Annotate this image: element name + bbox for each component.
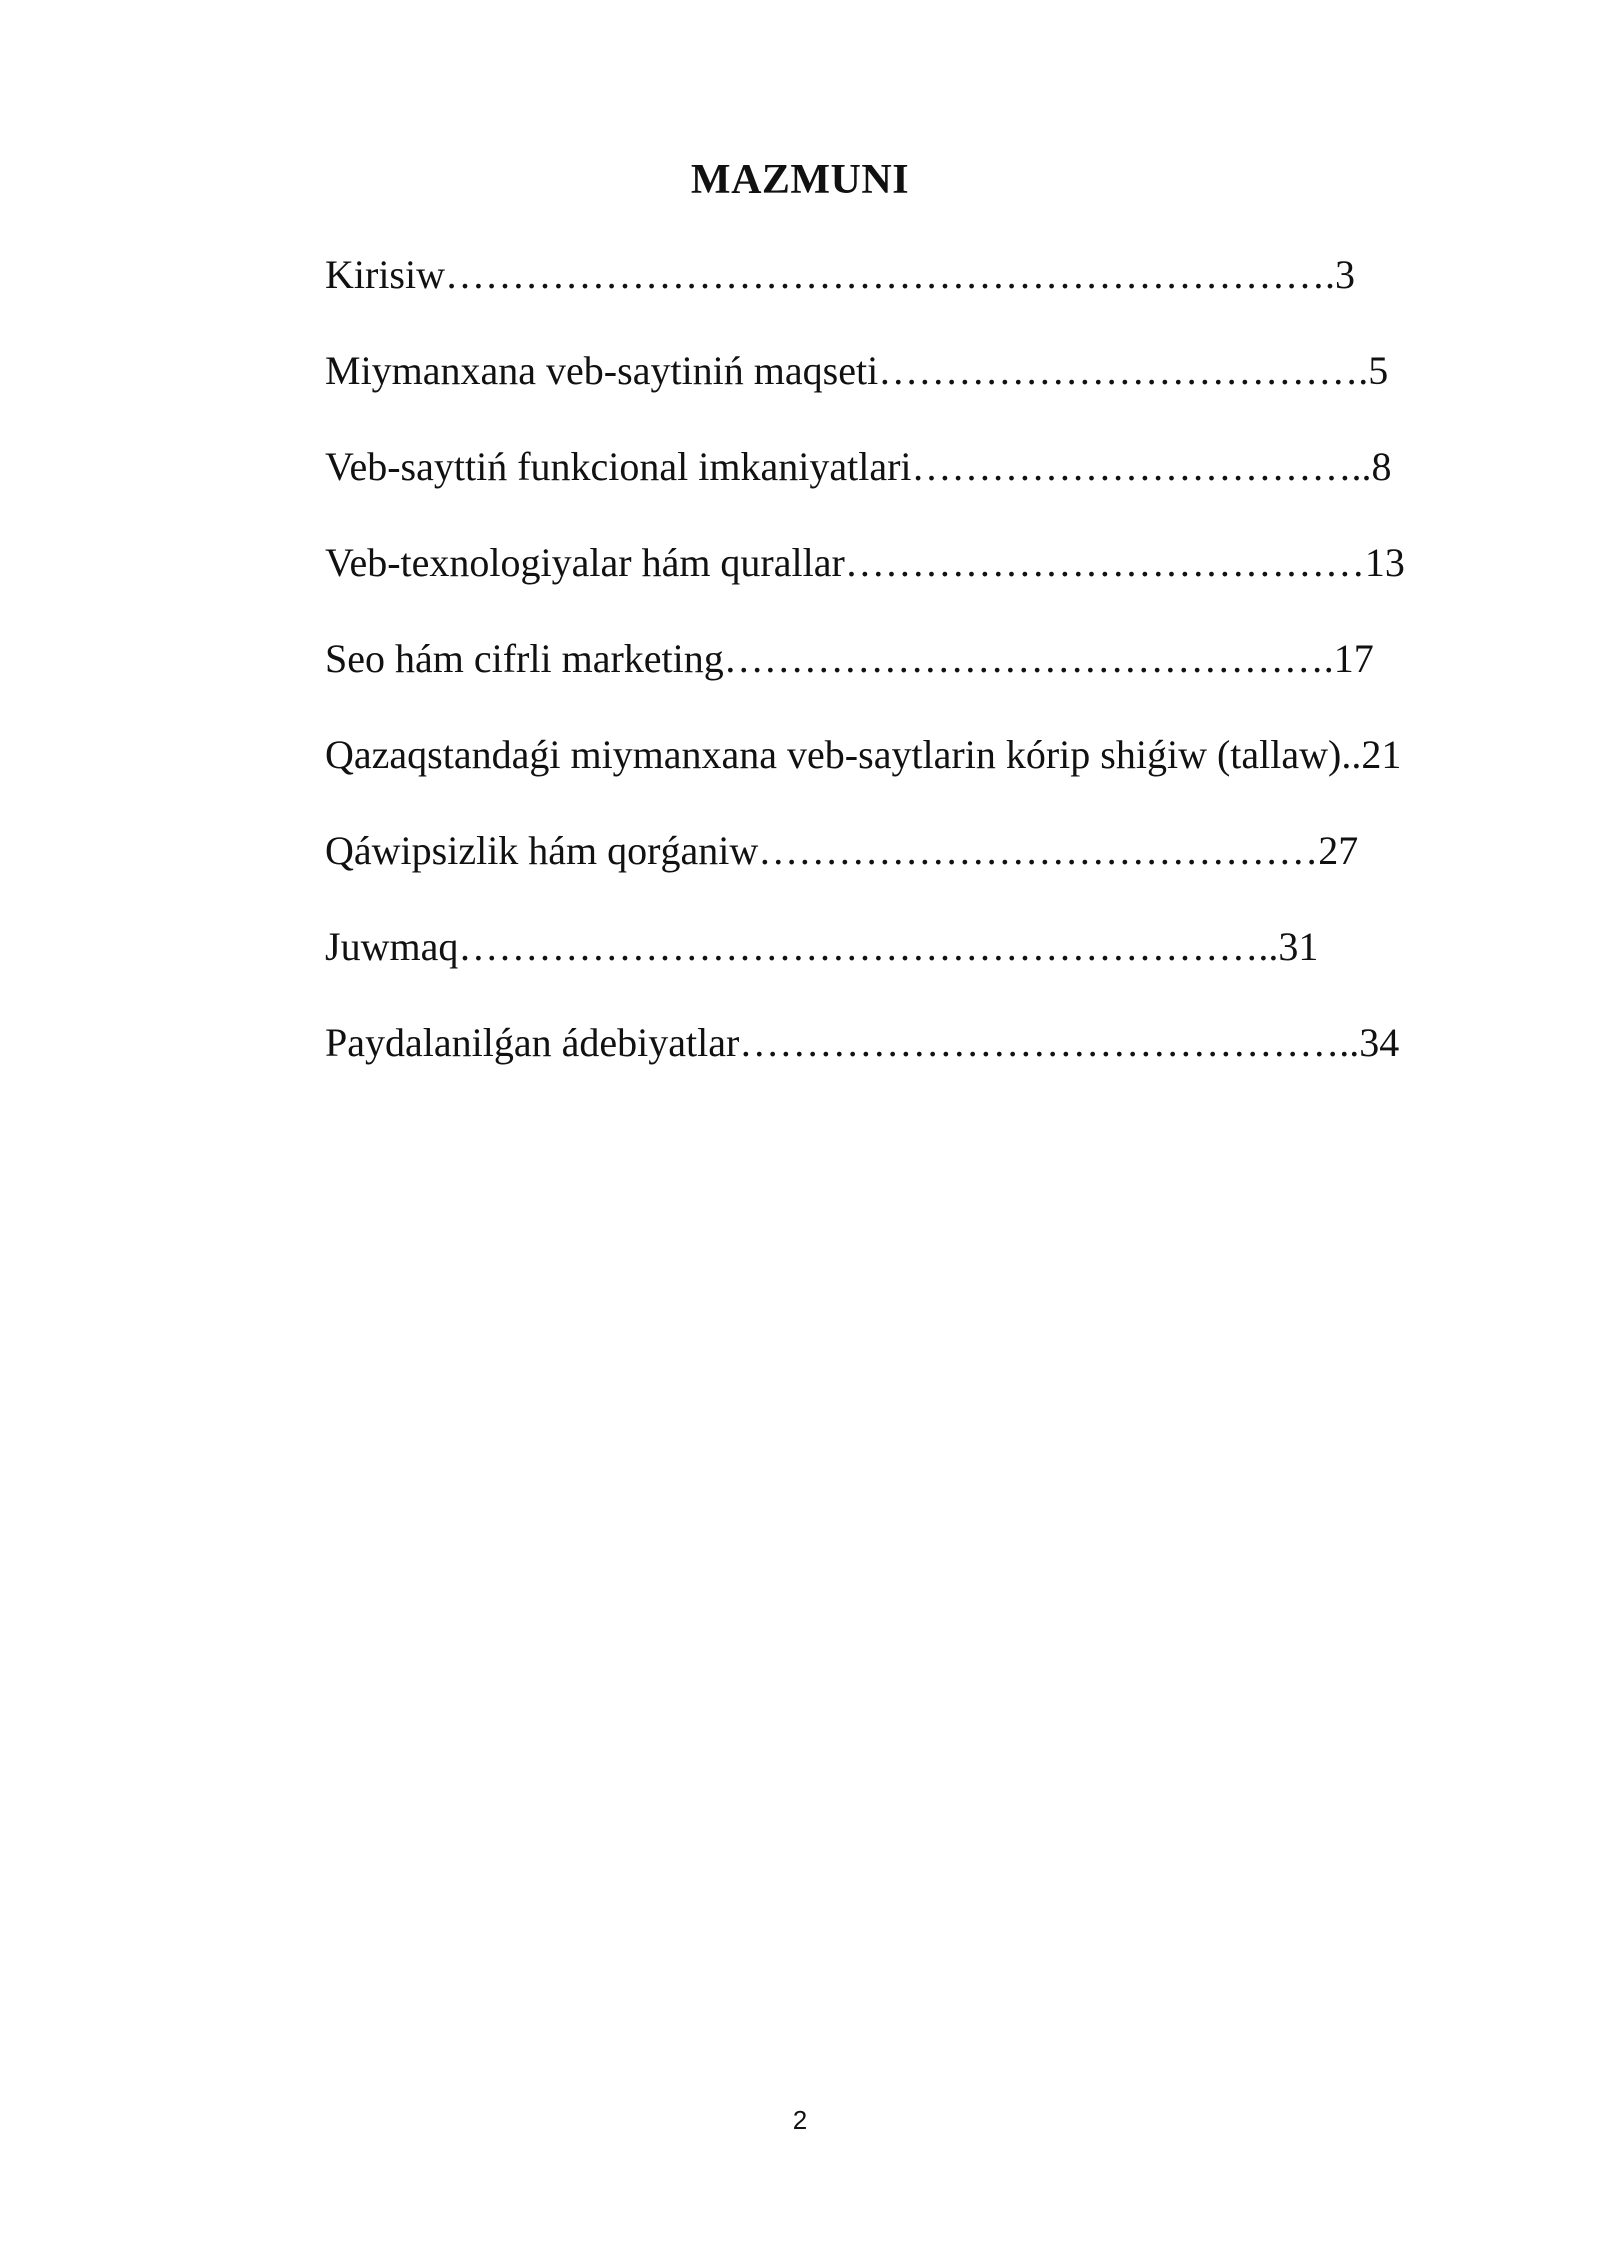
page-title: MAZMUNI xyxy=(690,157,910,203)
toc-leader-dots: …………………………………… xyxy=(758,828,1319,873)
toc-entry-label: Paydalanilǵan ádebiyatlar xyxy=(325,1020,740,1065)
toc-entry-references xyxy=(325,1012,1505,1108)
toc-page-number: 13 xyxy=(1364,540,1405,585)
toc-page-number: 5 xyxy=(1368,348,1389,393)
toc-entry-label: Veb-texnologiyalar hám qurallar xyxy=(325,540,845,585)
toc-entry-label: Seo hám cifrli marketing xyxy=(325,636,724,681)
toc-entry-seo-marketing xyxy=(325,628,1505,724)
toc-leader-dots: …………………………….. xyxy=(911,444,1372,489)
toc-page-number: 8 xyxy=(1371,444,1392,489)
toc-leader-dots: ………………………………………. xyxy=(723,636,1334,681)
toc-leader-dots: …………………………………………………….. xyxy=(458,924,1279,969)
toc-entry-web-technologies xyxy=(325,532,1505,628)
toc-leader-dots: .. xyxy=(1341,732,1362,777)
toc-page-number: 27 xyxy=(1318,828,1359,873)
toc-entry-kazakhstan-analysis xyxy=(325,724,1505,820)
toc-entry-label: Kirisiw xyxy=(325,252,445,297)
toc-page-number: 17 xyxy=(1333,636,1374,681)
toc-entry-label: Juwmaq xyxy=(325,924,459,969)
toc-entry-functional-capabilities xyxy=(325,436,1505,532)
toc-entry-site-purpose xyxy=(325,340,1505,436)
toc-leader-dots: ………………………………. xyxy=(878,348,1369,393)
toc-entry-conclusion xyxy=(325,916,1505,1012)
toc-entry-label: Qazaqstandaǵi miymanxana veb-saytlarin kórip shiǵiw (tallaw) xyxy=(325,732,1342,777)
toc-page-number: 31 xyxy=(1278,924,1319,969)
toc-leader-dots: ……………………………………….. xyxy=(739,1020,1360,1065)
page-number: 2 xyxy=(792,2105,808,2135)
toc-entry-label: Qáwipsizlik hám qorǵaniw xyxy=(325,828,759,873)
table-of-contents xyxy=(325,244,1505,1108)
toc-entry-introduction xyxy=(325,244,1505,340)
toc-leader-dots: ………………………………… xyxy=(844,540,1365,585)
toc-entry-label: Miymanxana veb-saytiniń maqseti xyxy=(325,348,879,393)
toc-page-number: 34 xyxy=(1359,1020,1400,1065)
toc-page-number: 3 xyxy=(1335,252,1355,297)
toc-leader-dots: …………………………………………………………. xyxy=(445,252,1335,297)
toc-entry-label: Veb-sayttiń funkcional imkaniyatlari xyxy=(325,444,912,489)
toc-page-number: 21 xyxy=(1361,732,1402,777)
toc-entry-security xyxy=(325,820,1505,916)
